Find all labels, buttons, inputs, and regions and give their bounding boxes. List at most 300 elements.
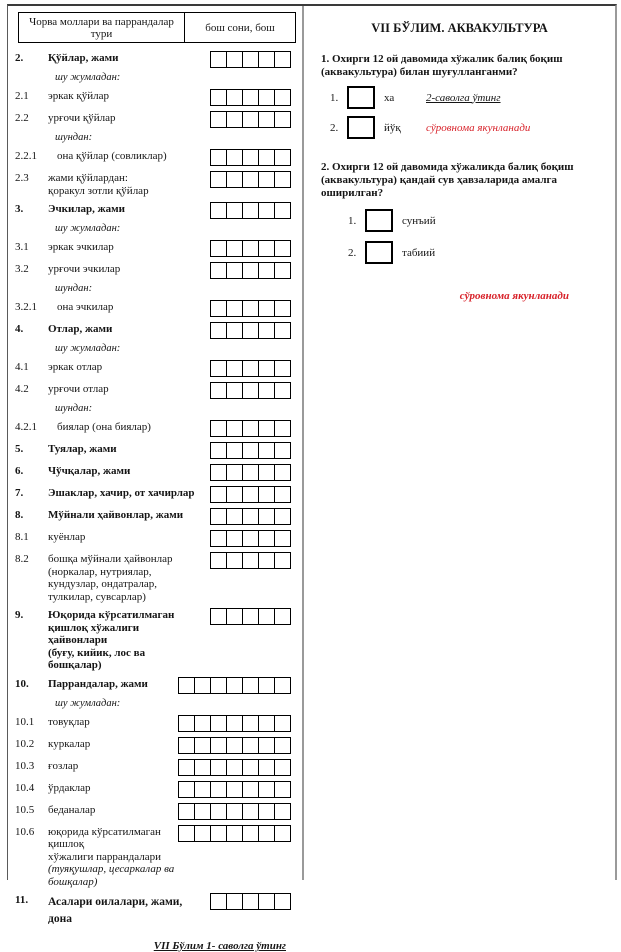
- row-label: Эчкилар, жами: [48, 203, 125, 215]
- digit-cell[interactable]: [258, 150, 274, 165]
- table-row: [15, 51, 291, 68]
- digit-entry-grid: [178, 803, 291, 820]
- digit-cell[interactable]: [194, 738, 210, 753]
- digit-cell[interactable]: [211, 52, 226, 67]
- digit-cell[interactable]: [242, 678, 258, 693]
- option-label: йўқ: [384, 121, 401, 134]
- row-number: 4.2: [15, 383, 29, 395]
- section-skip-instruction: VII Бўлим 1- саволга ўтинг: [153, 940, 286, 952]
- digit-cell[interactable]: [179, 738, 194, 753]
- digit-cell[interactable]: [179, 678, 194, 693]
- digit-cell[interactable]: [258, 323, 274, 338]
- subgroup-note: шу жумладан:: [55, 697, 121, 709]
- table-row: [15, 464, 291, 481]
- row-number: 2.: [15, 52, 24, 64]
- row-label: беданалар: [48, 803, 96, 816]
- digit-cell[interactable]: [179, 782, 194, 797]
- answer-option: [348, 209, 615, 232]
- row-label: Юқорида кўрсатилмаган қишлоқ хўжалиги ҳайвонлари (буғу, кийик, лос ва бошқалар): [48, 609, 175, 671]
- digit-cell[interactable]: [258, 241, 274, 256]
- digit-cell[interactable]: [210, 804, 226, 819]
- digit-cell[interactable]: [226, 804, 242, 819]
- digit-cell[interactable]: [242, 203, 258, 218]
- row-label: урғочи қўйлар: [48, 112, 116, 124]
- digit-cell[interactable]: [226, 465, 242, 480]
- digit-cell[interactable]: [211, 301, 226, 316]
- digit-cell[interactable]: [274, 782, 290, 797]
- digit-cell[interactable]: [211, 553, 226, 568]
- table-row: [15, 677, 291, 694]
- digit-cell[interactable]: [211, 609, 226, 624]
- digit-cell[interactable]: [274, 894, 290, 909]
- digit-cell[interactable]: [242, 52, 258, 67]
- digit-cell[interactable]: [211, 90, 226, 105]
- survey-end-note: сўровнома якунланади: [459, 290, 569, 302]
- livestock-rows: [8, 51, 302, 928]
- digit-entry-grid: [210, 240, 291, 257]
- answer-checkbox[interactable]: [365, 241, 393, 264]
- digit-cell[interactable]: [242, 361, 258, 376]
- digit-cell[interactable]: [242, 894, 258, 909]
- digit-cell[interactable]: [242, 804, 258, 819]
- digit-entry-grid: [210, 508, 291, 525]
- digit-cell[interactable]: [258, 738, 274, 753]
- digit-cell[interactable]: [226, 323, 242, 338]
- digit-cell[interactable]: [242, 553, 258, 568]
- digit-cell[interactable]: [274, 421, 290, 436]
- digit-cell[interactable]: [226, 553, 242, 568]
- row-number: 10.4: [15, 781, 35, 794]
- livestock-table-panel: [8, 6, 302, 952]
- row-label: биялар (она биялар): [57, 421, 151, 433]
- row-number: 10.3: [15, 759, 35, 772]
- digit-cell[interactable]: [226, 531, 242, 546]
- row-label: товуқлар: [48, 715, 90, 728]
- answer-checkbox[interactable]: [365, 209, 393, 232]
- row-number: 8.2: [15, 553, 29, 565]
- digit-cell[interactable]: [242, 609, 258, 624]
- digit-cell[interactable]: [211, 487, 226, 502]
- digit-cell[interactable]: [210, 738, 226, 753]
- digit-cell[interactable]: [258, 782, 274, 797]
- digit-cell[interactable]: [211, 241, 226, 256]
- digit-cell[interactable]: [258, 90, 274, 105]
- survey-end-note: сўровнома якунланади: [426, 121, 531, 134]
- digit-cell[interactable]: [274, 678, 290, 693]
- row-number: 10.2: [15, 737, 35, 750]
- table-row: [15, 300, 291, 317]
- table-row: [15, 893, 291, 928]
- digit-cell[interactable]: [258, 112, 274, 127]
- digit-cell[interactable]: [226, 894, 242, 909]
- digit-cell[interactable]: [226, 263, 242, 278]
- digit-entry-grid: [210, 202, 291, 219]
- digit-cell[interactable]: [258, 609, 274, 624]
- table-row: [15, 202, 291, 219]
- row-label: ўрдаклар: [48, 781, 91, 794]
- digit-cell[interactable]: [211, 443, 226, 458]
- row-number: 4.: [15, 323, 24, 335]
- digit-cell[interactable]: [274, 172, 290, 187]
- digit-cell[interactable]: [274, 301, 290, 316]
- digit-cell[interactable]: [211, 323, 226, 338]
- table-row: [15, 111, 291, 128]
- digit-cell[interactable]: [242, 782, 258, 797]
- digit-entry-grid: [210, 420, 291, 437]
- row-number: 8.1: [15, 531, 29, 543]
- digit-entry-grid: [210, 51, 291, 68]
- digit-cell[interactable]: [274, 203, 290, 218]
- digit-cell[interactable]: [274, 263, 290, 278]
- row-number: 4.2.1: [15, 421, 37, 433]
- digit-cell[interactable]: [258, 826, 274, 841]
- digit-cell[interactable]: [179, 826, 194, 841]
- digit-cell[interactable]: [274, 509, 290, 524]
- digit-cell[interactable]: [274, 361, 290, 376]
- digit-cell[interactable]: [179, 804, 194, 819]
- row-number: 2.2: [15, 112, 29, 124]
- row-label: Қўйлар, жами: [48, 52, 119, 64]
- row-number: 10.6: [15, 825, 35, 838]
- digit-cell[interactable]: [226, 782, 242, 797]
- option-label: сунъий: [402, 214, 436, 227]
- digit-cell[interactable]: [226, 172, 242, 187]
- digit-entry-grid: [210, 486, 291, 503]
- row-label: ғозлар: [48, 759, 79, 772]
- table-row: [15, 552, 291, 603]
- digit-cell[interactable]: [274, 487, 290, 502]
- digit-entry-grid: [210, 360, 291, 377]
- row-number: 10.: [15, 677, 29, 690]
- digit-cell[interactable]: [242, 241, 258, 256]
- digit-cell[interactable]: [179, 760, 194, 775]
- digit-cell[interactable]: [274, 241, 290, 256]
- aquaculture-panel: [302, 6, 615, 880]
- option-number: 2.: [330, 121, 339, 134]
- digit-cell[interactable]: [242, 760, 258, 775]
- table-row: [15, 89, 291, 106]
- subgroup-note: шундан:: [55, 403, 93, 414]
- table-row: [15, 530, 291, 547]
- digit-cell[interactable]: [242, 90, 258, 105]
- digit-cell[interactable]: [274, 609, 290, 624]
- digit-cell[interactable]: [194, 678, 210, 693]
- table-row: [15, 262, 291, 279]
- digit-cell[interactable]: [258, 203, 274, 218]
- digit-entry-grid: [210, 322, 291, 339]
- digit-entry-grid: [178, 715, 291, 732]
- digit-cell[interactable]: [226, 421, 242, 436]
- row-label: куёнлар: [48, 531, 86, 543]
- digit-cell[interactable]: [242, 531, 258, 546]
- digit-entry-grid: [210, 89, 291, 106]
- answer-checkbox[interactable]: [347, 116, 375, 139]
- digit-cell[interactable]: [258, 553, 274, 568]
- row-label: эркак отлар: [48, 361, 103, 373]
- digit-cell[interactable]: [210, 716, 226, 731]
- digit-cell[interactable]: [211, 421, 226, 436]
- digit-cell[interactable]: [226, 826, 242, 841]
- digit-cell[interactable]: [242, 150, 258, 165]
- digit-cell[interactable]: [226, 678, 242, 693]
- digit-entry-grid: [178, 677, 291, 694]
- digit-cell[interactable]: [274, 323, 290, 338]
- digit-cell[interactable]: [194, 826, 210, 841]
- digit-cell[interactable]: [226, 90, 242, 105]
- digit-entry-grid: [178, 825, 291, 842]
- answer-checkbox[interactable]: [347, 86, 375, 109]
- digit-cell[interactable]: [211, 150, 226, 165]
- digit-cell[interactable]: [274, 383, 290, 398]
- digit-cell[interactable]: [242, 323, 258, 338]
- digit-entry-grid: [210, 111, 291, 128]
- row-number: 3.2.1: [15, 301, 37, 313]
- digit-entry-grid: [210, 382, 291, 399]
- option-number: 2.: [348, 246, 357, 259]
- digit-cell[interactable]: [274, 553, 290, 568]
- table-row: [15, 486, 291, 503]
- digit-entry-grid: [210, 149, 291, 166]
- digit-cell[interactable]: [226, 760, 242, 775]
- row-label: Чўчқалар, жами: [48, 465, 131, 477]
- row-label: Паррандалар, жами: [48, 677, 148, 690]
- digit-cell[interactable]: [211, 263, 226, 278]
- digit-cell[interactable]: [226, 150, 242, 165]
- question-1-options: [304, 86, 615, 139]
- skip-instruction-note: 2-саволга ўтинг: [426, 91, 501, 104]
- digit-cell[interactable]: [179, 716, 194, 731]
- digit-cell[interactable]: [274, 531, 290, 546]
- digit-cell[interactable]: [258, 361, 274, 376]
- table-row: [15, 759, 291, 776]
- digit-cell[interactable]: [210, 760, 226, 775]
- digit-entry-grid: [210, 893, 291, 910]
- row-label: она эчкилар: [57, 301, 114, 313]
- digit-entry-grid: [210, 530, 291, 547]
- digit-cell[interactable]: [242, 738, 258, 753]
- digit-cell[interactable]: [274, 465, 290, 480]
- digit-entry-grid: [178, 737, 291, 754]
- row-number: 9.: [15, 609, 24, 621]
- digit-entry-grid: [210, 552, 291, 569]
- digit-cell[interactable]: [226, 241, 242, 256]
- digit-cell[interactable]: [274, 112, 290, 127]
- row-label: куркалар: [48, 737, 91, 750]
- header-col-animal-type: Чорва моллари ва паррандалар тури: [19, 13, 185, 42]
- digit-cell[interactable]: [274, 150, 290, 165]
- row-label: она қўйлар (совликлар): [57, 150, 167, 162]
- table-row: [15, 382, 291, 399]
- table-row: [15, 322, 291, 339]
- table-row: [15, 442, 291, 459]
- digit-cell[interactable]: [258, 52, 274, 67]
- table-row: [15, 420, 291, 437]
- table-row: [15, 508, 291, 525]
- table-header: [18, 12, 296, 43]
- table-row: [15, 715, 291, 732]
- question-2-options: [304, 209, 615, 264]
- row-label: эркак эчкилар: [48, 241, 114, 253]
- digit-cell[interactable]: [226, 738, 242, 753]
- digit-cell[interactable]: [274, 804, 290, 819]
- digit-cell[interactable]: [258, 509, 274, 524]
- digit-cell[interactable]: [242, 826, 258, 841]
- digit-cell[interactable]: [226, 112, 242, 127]
- digit-cell[interactable]: [210, 678, 226, 693]
- digit-entry-grid: [210, 300, 291, 317]
- table-row: [15, 781, 291, 798]
- row-number: 3.2: [15, 263, 29, 275]
- digit-cell[interactable]: [258, 172, 274, 187]
- digit-cell[interactable]: [226, 487, 242, 502]
- row-label: Отлар, жами: [48, 323, 113, 335]
- question-2-text: 2. Охирги 12 ой давомида хўжаликда балиқ боқиш (аквакультура) қандай сув ҳавзаларида амалга оширилган?: [321, 161, 574, 199]
- answer-option: [330, 116, 615, 139]
- digit-cell[interactable]: [242, 112, 258, 127]
- row-number: 10.5: [15, 803, 35, 816]
- digit-cell[interactable]: [258, 894, 274, 909]
- row-label: Эшаклар, хачир, от хачирлар: [48, 487, 195, 499]
- digit-cell[interactable]: [258, 263, 274, 278]
- digit-cell[interactable]: [258, 465, 274, 480]
- digit-cell[interactable]: [242, 263, 258, 278]
- digit-cell[interactable]: [211, 112, 226, 127]
- row-number: 3.: [15, 203, 24, 215]
- digit-cell[interactable]: [258, 678, 274, 693]
- answer-option: [330, 86, 615, 109]
- option-label: ха: [384, 91, 395, 104]
- option-number: 1.: [330, 91, 339, 104]
- row-label: Туялар, жами: [48, 443, 117, 455]
- digit-cell[interactable]: [258, 760, 274, 775]
- table-row: [15, 803, 291, 820]
- digit-entry-grid: [210, 442, 291, 459]
- table-row: [15, 737, 291, 754]
- table-row: [15, 240, 291, 257]
- digit-cell[interactable]: [211, 465, 226, 480]
- digit-cell[interactable]: [226, 443, 242, 458]
- digit-cell[interactable]: [274, 90, 290, 105]
- digit-cell[interactable]: [211, 172, 226, 187]
- digit-cell[interactable]: [242, 443, 258, 458]
- digit-cell[interactable]: [226, 609, 242, 624]
- digit-entry-grid: [178, 781, 291, 798]
- digit-cell[interactable]: [226, 203, 242, 218]
- section-title: VII БЎЛИМ. АКВАКУЛЬТУРА: [371, 21, 548, 35]
- digit-cell[interactable]: [258, 443, 274, 458]
- digit-cell[interactable]: [274, 760, 290, 775]
- digit-cell[interactable]: [226, 301, 242, 316]
- option-number: 1.: [348, 214, 357, 227]
- digit-cell[interactable]: [210, 826, 226, 841]
- digit-cell[interactable]: [194, 760, 210, 775]
- row-number: 8.: [15, 509, 24, 521]
- digit-entry-grid: [210, 262, 291, 279]
- digit-cell[interactable]: [226, 509, 242, 524]
- digit-cell[interactable]: [242, 301, 258, 316]
- row-number: 2.2.1: [15, 150, 37, 162]
- table-row: [15, 149, 291, 166]
- digit-cell[interactable]: [211, 203, 226, 218]
- row-number: 4.1: [15, 361, 29, 373]
- digit-cell[interactable]: [258, 383, 274, 398]
- subgroup-note: шундан:: [55, 283, 93, 294]
- row-label: Асалари оилалари, жами, дона: [48, 896, 183, 925]
- subgroup-note: шу жумладан:: [55, 72, 121, 83]
- row-label: урғочи отлар: [48, 383, 109, 395]
- digit-cell[interactable]: [194, 716, 210, 731]
- row-label: бошқа мўйнали ҳайвонлар (норкалар, нутриялар, кундузлар, ондатралар, тулкилар, сувсарлар): [48, 553, 173, 603]
- digit-cell[interactable]: [258, 531, 274, 546]
- digit-cell[interactable]: [226, 52, 242, 67]
- table-row: [15, 360, 291, 377]
- digit-cell[interactable]: [242, 487, 258, 502]
- digit-cell[interactable]: [274, 826, 290, 841]
- row-number: 10.1: [15, 715, 35, 728]
- row-number: 7.: [15, 487, 24, 499]
- form-page: [7, 4, 617, 952]
- digit-entry-grid: [210, 171, 291, 188]
- row-number: 2.1: [15, 90, 29, 102]
- table-row: [15, 171, 291, 197]
- row-number: 2.3: [15, 172, 29, 184]
- digit-cell[interactable]: [226, 361, 242, 376]
- digit-cell[interactable]: [258, 804, 274, 819]
- digit-cell[interactable]: [258, 301, 274, 316]
- digit-cell[interactable]: [242, 716, 258, 731]
- table-row: [15, 608, 291, 672]
- table-row: [15, 825, 291, 889]
- digit-cell[interactable]: [274, 52, 290, 67]
- row-label: Мўйнали ҳайвонлар, жами: [48, 509, 184, 521]
- digit-cell[interactable]: [211, 509, 226, 524]
- digit-cell[interactable]: [242, 172, 258, 187]
- digit-entry-grid: [210, 464, 291, 481]
- digit-cell[interactable]: [258, 421, 274, 436]
- digit-cell[interactable]: [274, 738, 290, 753]
- subgroup-note: шу жумладан:: [55, 223, 121, 234]
- digit-cell[interactable]: [211, 531, 226, 546]
- digit-cell[interactable]: [242, 465, 258, 480]
- header-col-head-count: бош сони, бош: [205, 21, 275, 34]
- row-number: 11.: [15, 894, 29, 906]
- digit-cell[interactable]: [226, 716, 242, 731]
- digit-cell[interactable]: [274, 443, 290, 458]
- digit-cell[interactable]: [211, 383, 226, 398]
- row-number: 3.1: [15, 241, 29, 253]
- digit-cell[interactable]: [274, 716, 290, 731]
- digit-cell[interactable]: [242, 509, 258, 524]
- digit-cell[interactable]: [194, 782, 210, 797]
- digit-cell[interactable]: [194, 804, 210, 819]
- option-label: табиий: [402, 246, 436, 259]
- digit-entry-grid: [178, 759, 291, 776]
- row-number: 5.: [15, 443, 24, 455]
- row-label: эркак қўйлар: [48, 90, 109, 102]
- digit-cell[interactable]: [258, 487, 274, 502]
- digit-cell[interactable]: [211, 894, 226, 909]
- digit-cell[interactable]: [258, 716, 274, 731]
- digit-cell[interactable]: [211, 361, 226, 376]
- digit-entry-grid: [210, 608, 291, 625]
- subgroup-note: шундан:: [55, 132, 93, 143]
- subgroup-note: шу жумладан:: [55, 343, 121, 354]
- digit-cell[interactable]: [226, 383, 242, 398]
- digit-cell[interactable]: [210, 782, 226, 797]
- digit-cell[interactable]: [242, 421, 258, 436]
- digit-cell[interactable]: [242, 383, 258, 398]
- answer-option: [348, 241, 615, 264]
